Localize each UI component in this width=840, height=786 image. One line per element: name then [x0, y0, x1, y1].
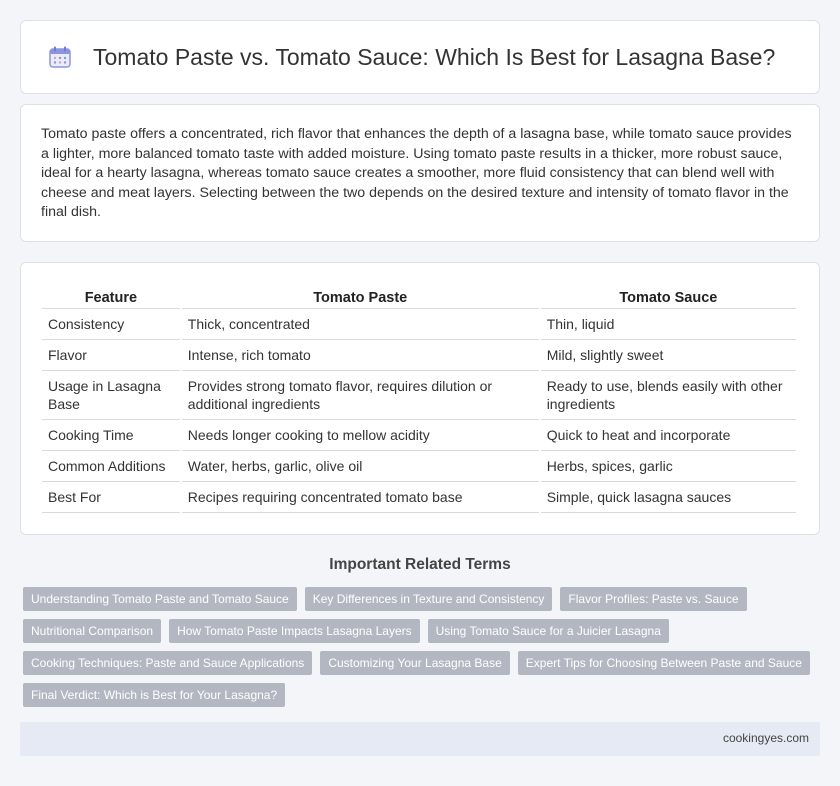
footer	[20, 722, 820, 756]
table-cell: Mild, slightly sweet	[541, 340, 796, 371]
related-term-link[interactable]: How Tomato Paste Impacts Lasagna Layers	[169, 619, 420, 643]
table-cell: Simple, quick lasagna sauces	[541, 482, 796, 513]
table-cell: Provides strong tomato flavor, requires dilution or additional ingredients	[182, 371, 539, 420]
related-term-link[interactable]: Flavor Profiles: Paste vs. Sauce	[560, 587, 746, 611]
related-term-link[interactable]: Using Tomato Sauce for a Juicier Lasagna	[428, 619, 669, 643]
intro-paragraph: Tomato paste offers a concentrated, rich flavor that enhances the depth of a lasagna base, while tomato sauce provides a lighter, more balanced tomato taste with added moisture. Using tomato paste results in a thicker, more robust sauce, ideal for a hearty lasagna, whereas tomato sauce creates a smoother, more fluid consistency that can blend well with cheese and meat layers. Selecting between the two depends on the desired texture and intensity of tomato flavor in the final dish.	[41, 126, 792, 221]
tag-row	[23, 683, 823, 707]
table-cell: Water, herbs, garlic, olive oil	[182, 451, 539, 482]
related-terms-heading: Important Related Terms	[329, 556, 511, 573]
related-term-link[interactable]: Cooking Techniques: Paste and Sauce Applications	[23, 651, 312, 675]
table-cell: Common Additions	[42, 451, 180, 482]
related-terms-list	[23, 587, 823, 715]
related-term-link[interactable]: Final Verdict: Which is Best for Your Lasagna?	[23, 683, 285, 707]
table-header-row	[42, 283, 796, 309]
related-term-link[interactable]: Nutritional Comparison	[23, 619, 161, 643]
table-cell: Cooking Time	[42, 420, 180, 451]
tag-row	[23, 651, 823, 675]
table-row	[42, 451, 796, 482]
related-term-link[interactable]: Expert Tips for Choosing Between Paste and Sauce	[518, 651, 810, 675]
page-title: Tomato Paste vs. Tomato Sauce: Which Is Best for Lasagna Base?	[93, 43, 776, 70]
footer-site-name: cookingyes.com	[722, 731, 809, 745]
tag-row	[23, 587, 823, 611]
table-cell: Flavor	[42, 340, 180, 371]
table-cell: Intense, rich tomato	[182, 340, 539, 371]
table-cell: Thin, liquid	[541, 309, 796, 340]
calendar-icon	[47, 44, 73, 70]
intro-card	[20, 104, 820, 242]
table-row	[42, 482, 796, 513]
table-row	[42, 420, 796, 451]
comparison-card	[20, 262, 820, 535]
header-tomato-paste: Tomato Paste	[182, 283, 539, 309]
table-row	[42, 340, 796, 371]
tag-row	[23, 619, 823, 643]
table-cell: Best For	[42, 482, 180, 513]
header-feature: Feature	[42, 283, 180, 309]
related-term-link[interactable]: Understanding Tomato Paste and Tomato Sauce	[23, 587, 297, 611]
table-cell: Herbs, spices, garlic	[541, 451, 796, 482]
table-cell: Recipes requiring concentrated tomato base	[182, 482, 539, 513]
table-row	[42, 371, 796, 420]
table-cell: Needs longer cooking to mellow acidity	[182, 420, 539, 451]
header-tomato-sauce: Tomato Sauce	[541, 283, 796, 309]
table-cell: Quick to heat and incorporate	[541, 420, 796, 451]
comparison-table	[40, 283, 798, 513]
table-cell: Usage in Lasagna Base	[42, 371, 180, 420]
title-card	[20, 20, 820, 94]
table-row	[42, 309, 796, 340]
table-cell: Thick, concentrated	[182, 309, 539, 340]
table-cell: Ready to use, blends easily with other ingredients	[541, 371, 796, 420]
related-term-link[interactable]: Key Differences in Texture and Consistency	[305, 587, 553, 611]
related-term-link[interactable]: Customizing Your Lasagna Base	[320, 651, 509, 675]
table-cell: Consistency	[42, 309, 180, 340]
